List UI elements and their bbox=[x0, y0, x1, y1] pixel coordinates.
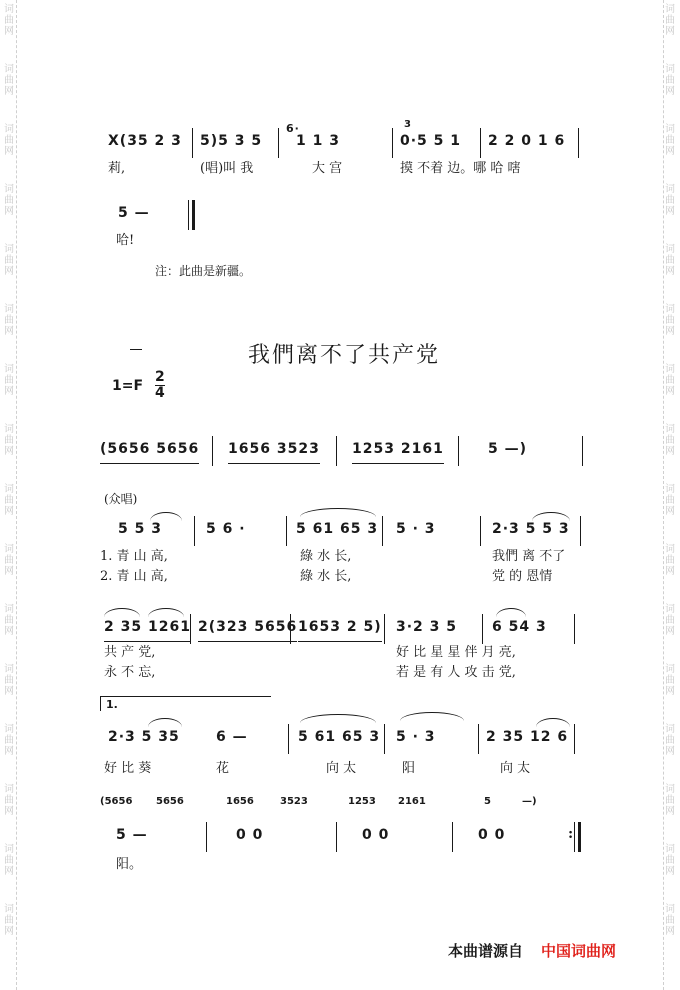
site-name: 中国词曲网 bbox=[541, 942, 617, 960]
watermark-text: 词 曲 网 bbox=[665, 664, 675, 697]
prev-lyric: (唱)叫 我 bbox=[200, 161, 254, 176]
lyric-verse2: 党 的 恩情 bbox=[492, 569, 553, 584]
barline bbox=[336, 822, 337, 852]
measure: 5 —) bbox=[488, 441, 528, 457]
lyric: 阳 bbox=[402, 761, 416, 776]
barline bbox=[482, 614, 483, 644]
measure: 5 · 3 bbox=[396, 521, 436, 537]
measure: 1653 2 5) bbox=[298, 614, 382, 642]
line2-notation bbox=[100, 614, 590, 640]
measure: (5656 5656 bbox=[100, 436, 199, 464]
lyric-verse1: 我們 离 不了 bbox=[492, 549, 566, 564]
measure: 1 1 3 bbox=[296, 133, 340, 149]
measure: 2(323 5656 bbox=[198, 614, 297, 642]
barline bbox=[478, 724, 479, 754]
watermark-text: 词 曲 网 bbox=[4, 64, 14, 97]
line4-notation bbox=[100, 822, 590, 848]
prev-lyric: 大 宫 bbox=[312, 161, 343, 176]
barline bbox=[278, 128, 279, 158]
slur bbox=[400, 712, 464, 721]
watermark-text: 词 曲 网 bbox=[665, 244, 675, 277]
song-title: 我們离不了共产党 bbox=[248, 343, 441, 368]
time-sig-bottom: 4 bbox=[155, 385, 165, 401]
barline bbox=[336, 436, 337, 466]
barline bbox=[212, 436, 213, 466]
measure-mark: 3 bbox=[404, 119, 412, 130]
final-barline bbox=[188, 200, 189, 230]
watermark-text: 词 曲 网 bbox=[665, 64, 675, 97]
volta-mark: 1. bbox=[106, 698, 118, 711]
barline bbox=[574, 614, 575, 644]
time-signature bbox=[155, 370, 165, 401]
measure: 6 — bbox=[216, 729, 248, 745]
measure: 5)5 3 5 bbox=[200, 133, 263, 149]
watermark-text: 词 曲 网 bbox=[4, 664, 14, 697]
watermark-text: 词 曲 网 bbox=[665, 604, 675, 637]
watermark-text: 词 曲 网 bbox=[665, 784, 675, 817]
watermark-text: 词 曲 网 bbox=[4, 244, 14, 277]
prev-lyric: 哈! bbox=[116, 233, 135, 248]
watermark-text: 词 曲 网 bbox=[665, 304, 675, 337]
measure: 5 — bbox=[118, 205, 150, 221]
measure: 2 35 12 6 bbox=[486, 729, 569, 745]
slur bbox=[496, 608, 526, 617]
watermark-text: 词 曲 网 bbox=[665, 4, 675, 37]
intro-row bbox=[100, 436, 590, 462]
watermark-text: 词 曲 网 bbox=[4, 184, 14, 217]
watermark-text: 词 曲 网 bbox=[4, 844, 14, 877]
watermark-text: 词 曲 网 bbox=[665, 124, 675, 157]
measure: 3·2 3 5 bbox=[396, 619, 458, 635]
measure: 5 — bbox=[116, 827, 148, 843]
lyric-verse1: 綠 水 长, bbox=[300, 549, 352, 564]
barline bbox=[190, 614, 191, 644]
watermark-text: 词 曲 网 bbox=[665, 544, 675, 577]
small-measure: 2161 bbox=[398, 796, 426, 807]
measure: X(35 2 3 bbox=[108, 133, 182, 149]
watermark-text: 词 曲 网 bbox=[665, 364, 675, 397]
lyric-verse2: 綠 水 长, bbox=[300, 569, 352, 584]
slur bbox=[532, 512, 570, 521]
watermark-text: 词 曲 网 bbox=[4, 544, 14, 577]
measure: 2 2 0 1 6 bbox=[488, 133, 566, 149]
barline bbox=[194, 516, 195, 546]
chorus-label: (众唱) bbox=[104, 492, 138, 506]
measure: 5 61 65 3 bbox=[298, 729, 381, 745]
barline bbox=[392, 128, 393, 158]
watermark-text: 词 曲 网 bbox=[4, 724, 14, 757]
slur bbox=[300, 508, 376, 517]
small-measure: 3523 bbox=[280, 796, 308, 807]
slur bbox=[148, 718, 182, 727]
measure: 5 5 3 bbox=[118, 521, 162, 537]
watermark-text: 词 曲 网 bbox=[4, 604, 14, 637]
watermark-text: 词 曲 网 bbox=[4, 4, 14, 37]
lyric: 花 bbox=[216, 761, 230, 776]
watermark-text: 词 曲 网 bbox=[665, 184, 675, 217]
slur bbox=[104, 608, 140, 617]
measure: 2·3 5 35 bbox=[108, 729, 180, 745]
lyric-verse1: 好 比 星 星 伴 月 亮, bbox=[396, 645, 516, 660]
measure: 5 61 65 3 bbox=[296, 521, 379, 537]
measure: 0·5 5 1 bbox=[400, 133, 462, 149]
barline bbox=[574, 724, 575, 754]
measure: 0 0 bbox=[236, 827, 264, 843]
watermark-text: 词 曲 网 bbox=[665, 484, 675, 517]
slur bbox=[536, 718, 570, 727]
lyric-verse1: 共 产 党, bbox=[104, 645, 156, 660]
barline bbox=[452, 822, 453, 852]
dash-mark bbox=[130, 349, 142, 350]
watermark-text: 词 曲 网 bbox=[665, 844, 675, 877]
watermark-text: 词 曲 网 bbox=[4, 484, 14, 517]
watermark-text: 词 曲 网 bbox=[4, 784, 14, 817]
prev-lyric: 摸 不着 边。哪 哈 嗐 bbox=[400, 161, 521, 176]
line3-notation bbox=[100, 724, 590, 750]
measure-mark: 6· bbox=[286, 122, 300, 135]
barline bbox=[578, 128, 579, 158]
watermark-text: 词 曲 网 bbox=[4, 424, 14, 457]
measure: 1656 3523 bbox=[228, 436, 320, 464]
source-footer bbox=[448, 940, 616, 961]
watermark-text: 词 曲 网 bbox=[4, 364, 14, 397]
prev-note: 注：此曲是新疆。 bbox=[155, 264, 252, 278]
lyric: 阳。 bbox=[116, 857, 143, 872]
watermark-text: 词 曲 网 bbox=[4, 124, 14, 157]
barline bbox=[290, 614, 291, 644]
measure: 0 0 bbox=[478, 827, 506, 843]
barline bbox=[286, 516, 287, 546]
measure: 6 54 3 bbox=[492, 619, 547, 635]
barline bbox=[582, 436, 583, 466]
watermark-text: 词 曲 网 bbox=[665, 724, 675, 757]
small-measure: 5656 bbox=[156, 796, 184, 807]
lyric: 好 比 葵 bbox=[104, 761, 152, 776]
barline bbox=[288, 724, 289, 754]
barline bbox=[206, 822, 207, 852]
lyric-verse2: 永 不 忘, bbox=[104, 665, 156, 680]
measure: 1253 2161 bbox=[352, 436, 444, 464]
prev-lyric: 莉, bbox=[108, 161, 126, 176]
key-signature: 1=F bbox=[112, 378, 144, 394]
lyric-verse2: 2. 青 山 高, bbox=[100, 569, 168, 584]
slur bbox=[148, 608, 184, 617]
small-measure: (5656 bbox=[100, 796, 133, 807]
barline bbox=[192, 128, 193, 158]
barline bbox=[480, 516, 481, 546]
lyric: 向 太 bbox=[326, 761, 357, 776]
small-measure: 1253 bbox=[348, 796, 376, 807]
barline bbox=[382, 516, 383, 546]
barline bbox=[458, 436, 459, 466]
measure: 2 35 1261 bbox=[104, 614, 191, 642]
source-label: 本曲谱源自 bbox=[448, 942, 524, 960]
lyric: 向 太 bbox=[500, 761, 531, 776]
watermark-text: 词 曲 网 bbox=[665, 424, 675, 457]
measure: 5 6 · bbox=[206, 521, 246, 537]
barline bbox=[480, 128, 481, 158]
prev-notation-row bbox=[100, 119, 590, 154]
repeat-dots: : bbox=[568, 826, 574, 842]
barline bbox=[580, 516, 581, 546]
small-measure: —) bbox=[522, 796, 537, 807]
slur bbox=[300, 714, 376, 723]
measure: 2·3 5 5 3 bbox=[492, 521, 570, 537]
volta-bracket bbox=[100, 696, 271, 711]
lyric-verse2: 若 是 有 人 攻 击 党, bbox=[396, 665, 516, 680]
repeat-barline bbox=[574, 822, 575, 852]
measure: 0 0 bbox=[362, 827, 390, 843]
small-measure: 1656 bbox=[226, 796, 254, 807]
small-measure: 5 bbox=[484, 796, 491, 807]
prev-notation-row-2 bbox=[100, 200, 590, 226]
lyric-verse1: 1. 青 山 高, bbox=[100, 549, 168, 564]
barline bbox=[384, 724, 385, 754]
watermark-text: 词 曲 网 bbox=[4, 304, 14, 337]
measure: 5 · 3 bbox=[396, 729, 436, 745]
time-sig-top: 2 bbox=[155, 369, 165, 385]
watermark-text: 词 曲 网 bbox=[4, 904, 14, 937]
watermark-text: 词 曲 网 bbox=[665, 904, 675, 937]
slur bbox=[150, 512, 182, 521]
barline bbox=[384, 614, 385, 644]
